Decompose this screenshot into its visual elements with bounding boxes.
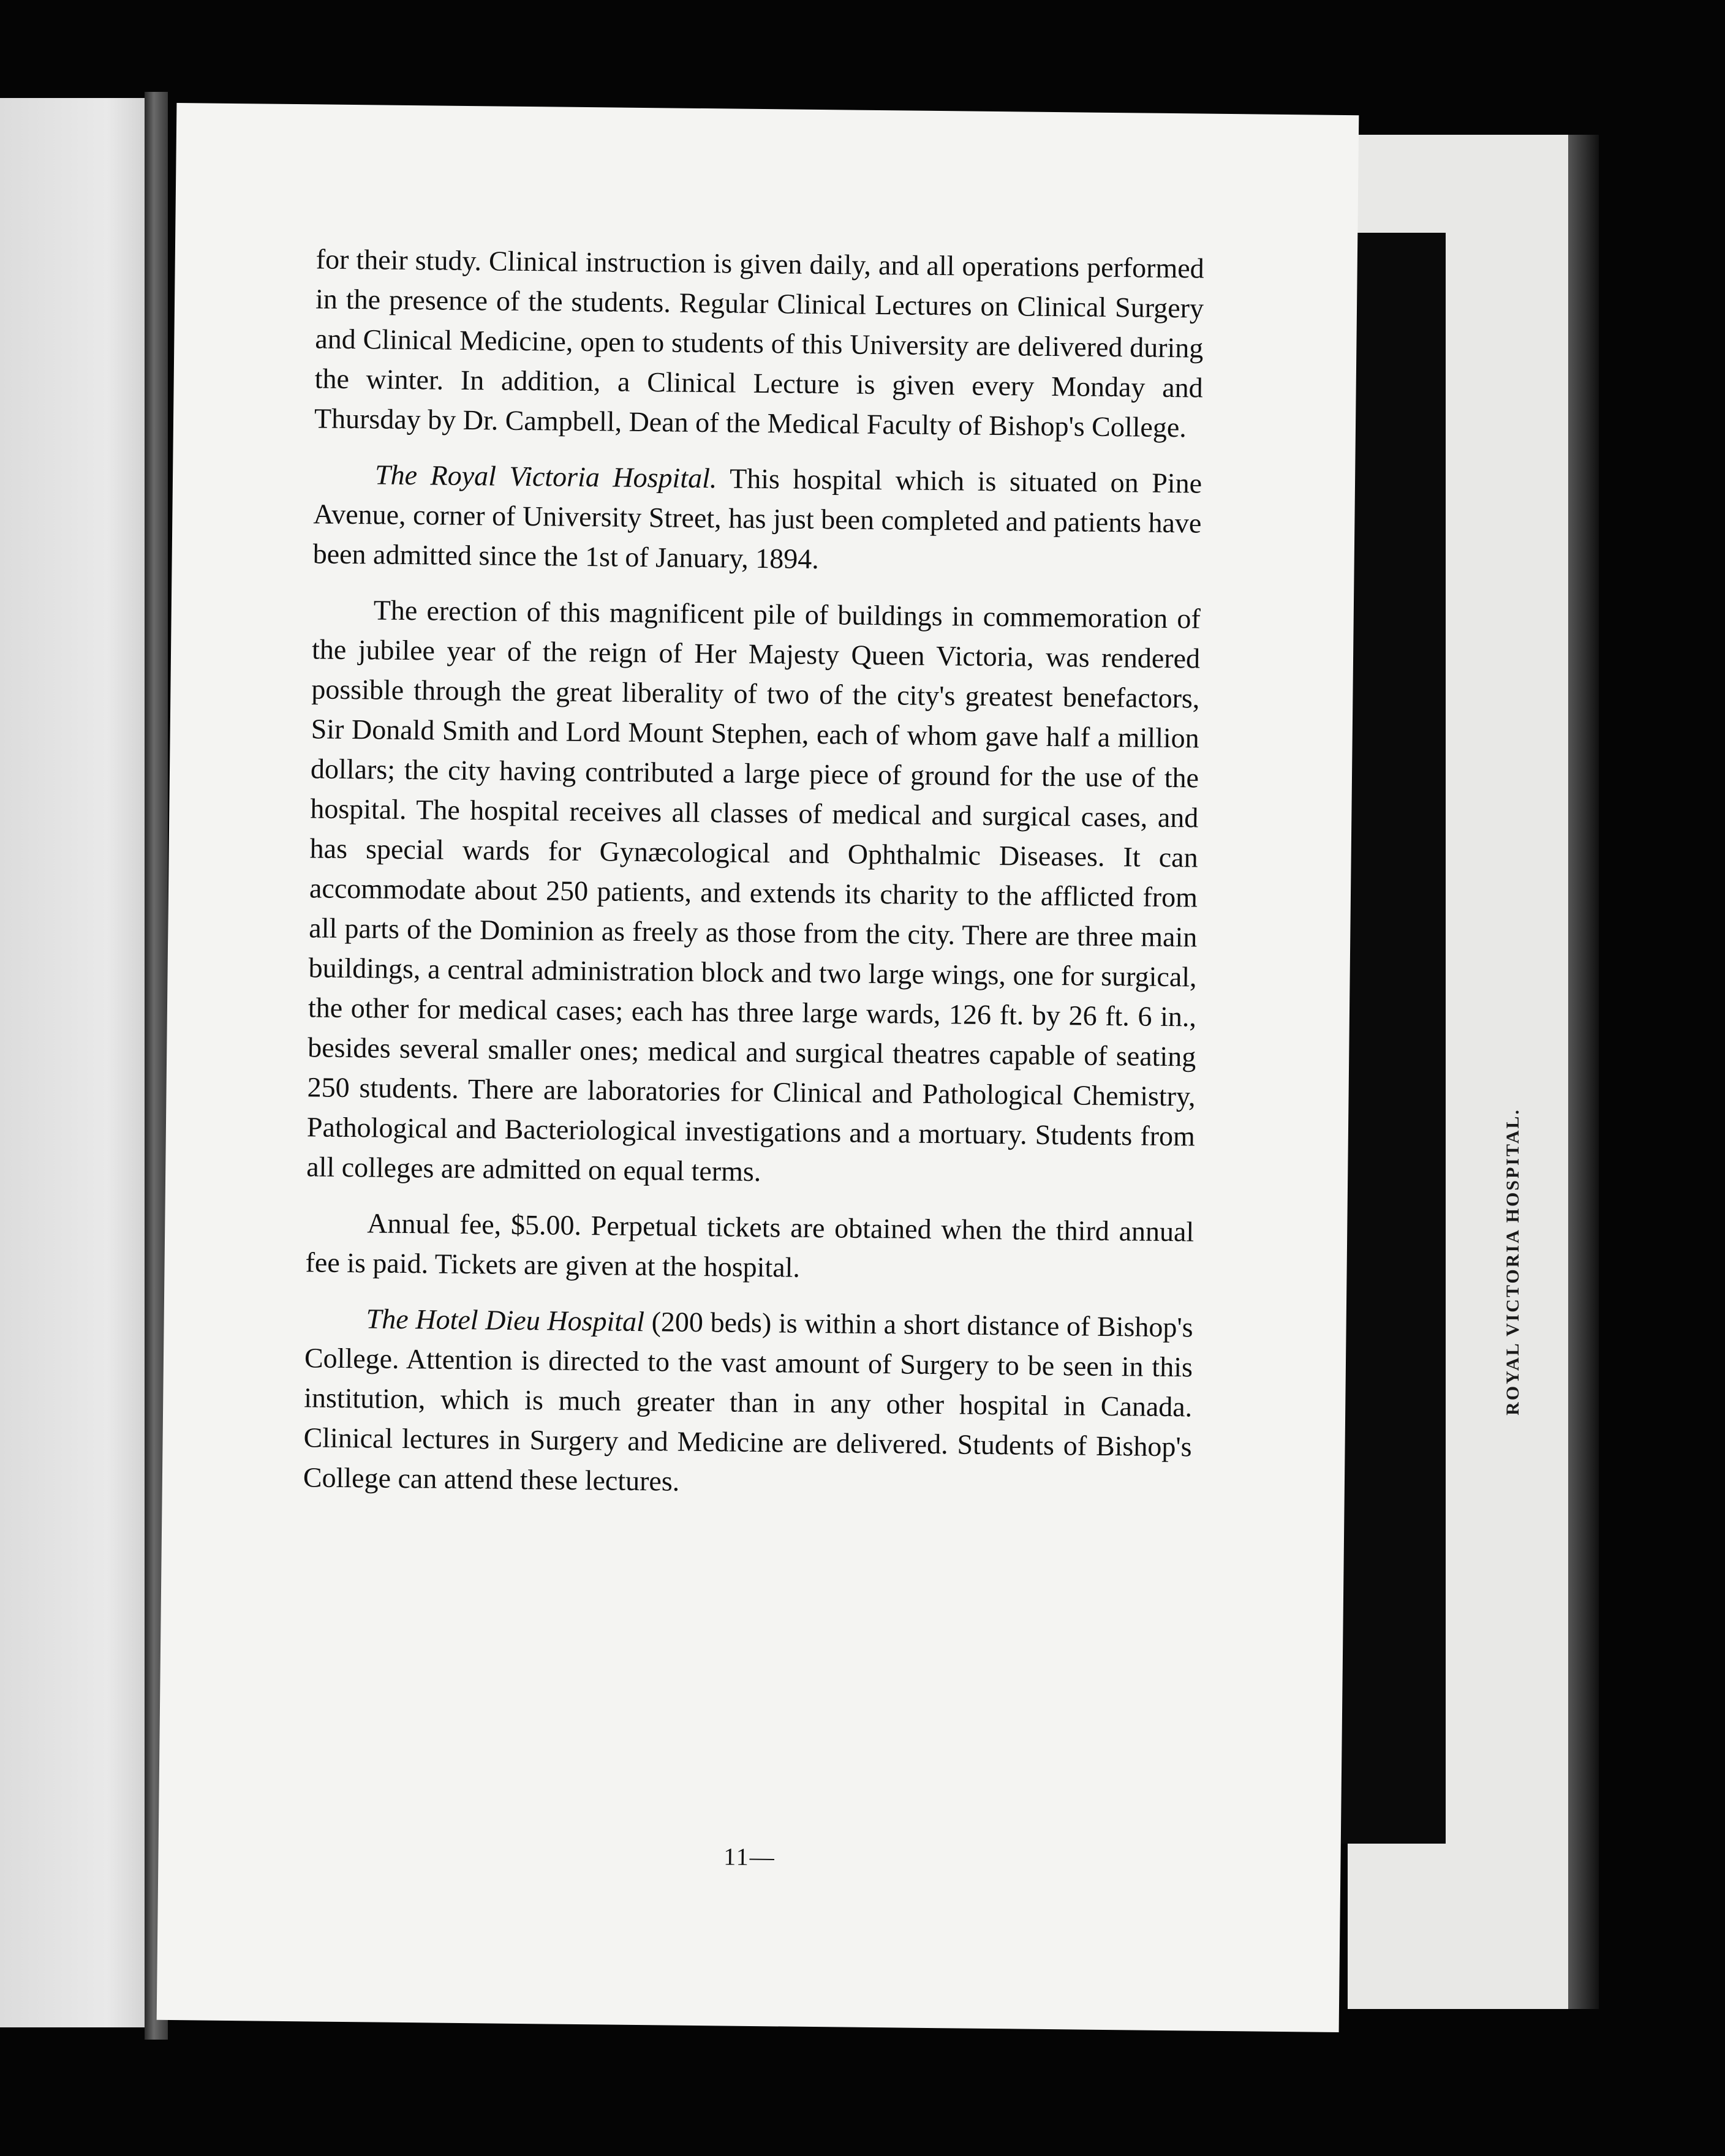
paragraph-erection bbox=[306, 589, 1201, 1196]
page-number: 11— bbox=[723, 1842, 776, 1871]
paragraph-text: for their study. Clinical instruction is given daily, and all operations performed in the presence of the students. Regular Clinical Lectures on Clinical Surgery and Clinical Medicine, open to students of this University are delivered during the winter. In addition, a Clinical Lecture is given every Monday and Thursday by Dr. Campbell, Dean of the Medical Faculty of Bishop's College. bbox=[314, 243, 1204, 443]
paragraph-clinical-instruction bbox=[314, 239, 1204, 447]
book-right-edge bbox=[1568, 135, 1599, 2009]
paragraph-hotel-dieu bbox=[303, 1298, 1193, 1506]
page-body bbox=[303, 239, 1204, 1522]
paragraph-text: (200 beds) is within a short distance of Bishop's College. Attention is directed to the vast amount of Surgery to be seen in this institution, which is much greater than in any other hospital in Canada. Clinical lectures in Surgery and Medicine are delivered. Students of Bishop's College can attend these lectures. bbox=[303, 1306, 1193, 1497]
paragraph-text: The erection of this magnificent pile of buildings in commemoration of the jubilee year of the reign of Her Majesty Queen Victoria, was rendered possible through the great liberality of two of the city's greatest benefactors, Sir Donald Smith and Lord Mount Stephen, each of whom gave half a million dollars; the city having contributed a large piece of ground for the use of the hospital. The hospital receives all classes of medical and surgical cases, and has special wards for Gynæcological and Ophthalmic Diseases. It can accommodate about 250 patients, and extends its charity to the afflicted from all parts of the Dominion as freely as those from the city. There are three main buildings, a central administration block and two large wings, one for surgical, the other for medical cases; each has three large wards, 126 ft. by 26 ft. 6 in., besides several smaller ones; medical and surgical theatres capable of seating 250 students. There are laboratories for Clinical and Pathological Chemistry, Pathological and Bacteriological investigations and a mortuary. Students from all colleges are admitted on equal terms. bbox=[306, 594, 1201, 1188]
paragraph-text: Annual fee, $5.00. Perpetual tickets are obtained when the third annual fee is paid. Tickets are given at the hospital. bbox=[305, 1207, 1195, 1283]
document-page bbox=[157, 103, 1359, 2032]
paragraph-lead-italic: The Royal Victoria Hospital. bbox=[374, 459, 717, 494]
paragraph-text: This hospital which is situated on Pine Avenue, corner of University Street, has just been completed and patients have been admitted since the 1st of January, 1894. bbox=[312, 462, 1202, 575]
facing-page-edge bbox=[0, 98, 153, 2027]
thumb-tab-label: ROYAL VICTORIA HOSPITAL. bbox=[1503, 1108, 1523, 1415]
paragraph-royal-victoria-intro bbox=[312, 454, 1202, 582]
thumb-tab-label-area bbox=[1452, 233, 1574, 1844]
paragraph-annual-fee bbox=[305, 1202, 1194, 1291]
paragraph-lead-italic: The Hotel Dieu Hospital bbox=[366, 1303, 645, 1338]
